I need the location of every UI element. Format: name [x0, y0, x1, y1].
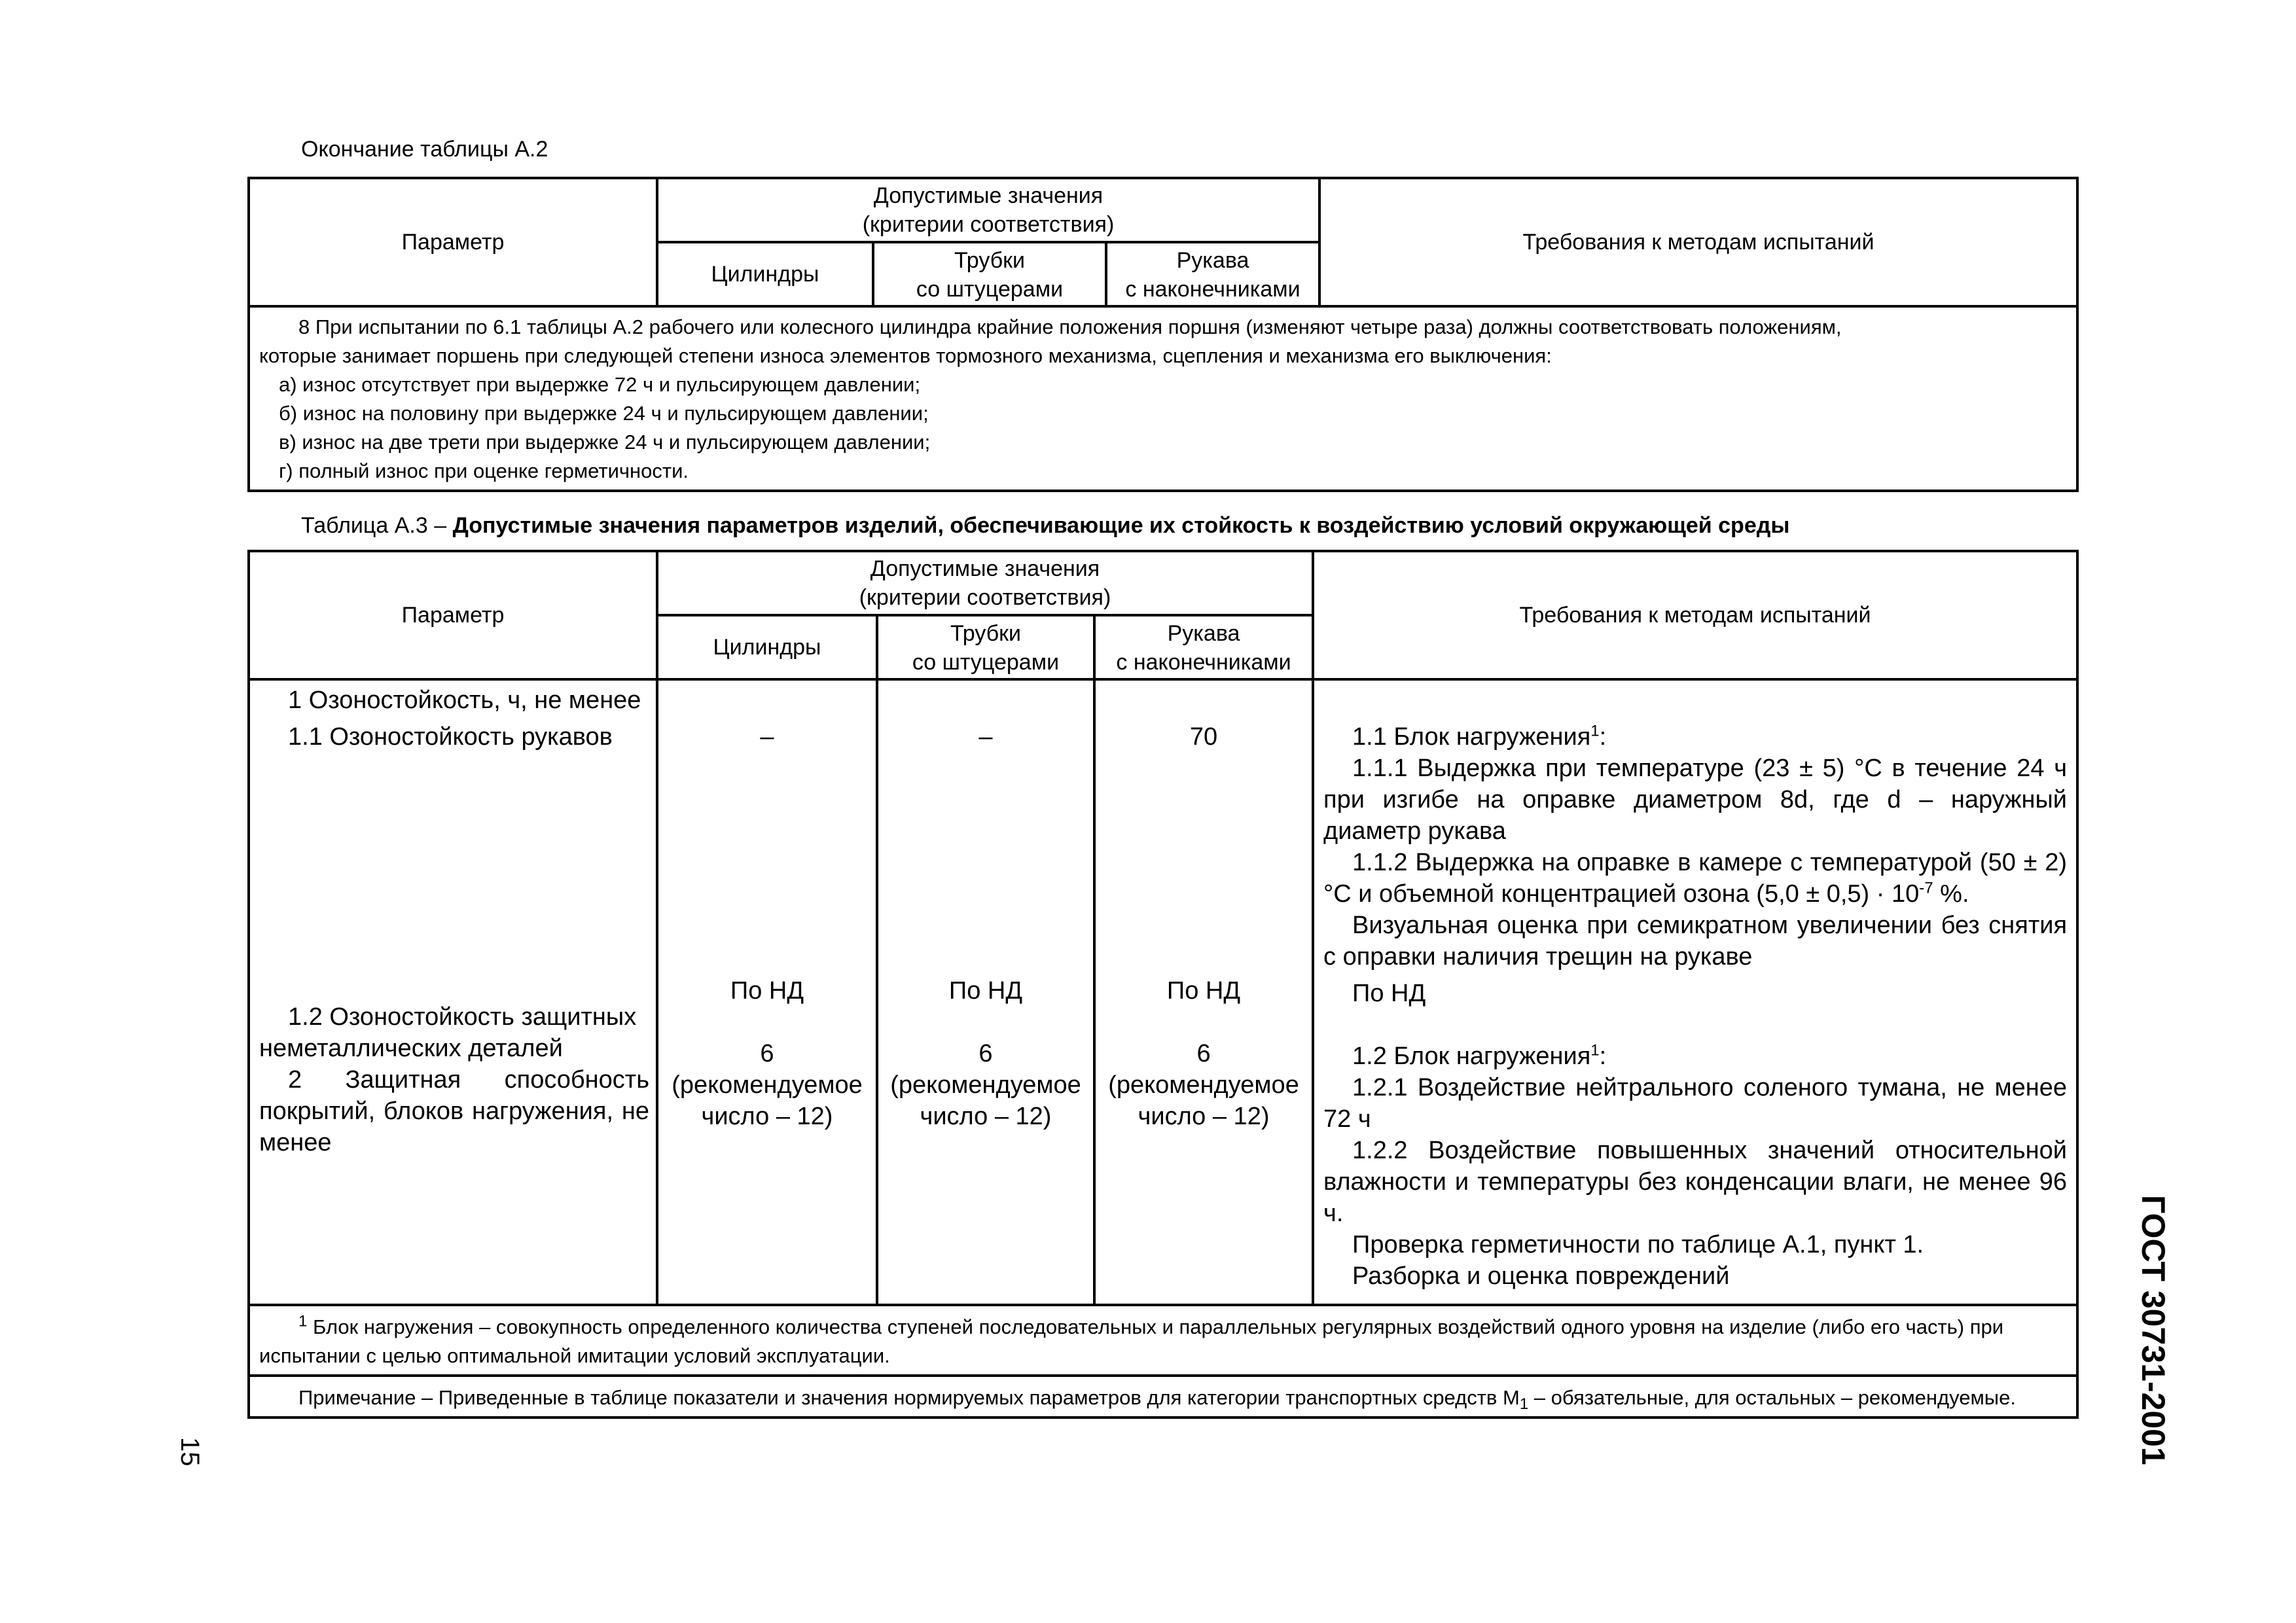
a3-cyl-2-rec-line2: число – 12): [701, 1103, 833, 1130]
a3-header-tubes-line2: со штуцерами: [912, 650, 1060, 675]
a2-header-allowed: [657, 178, 1319, 242]
a2-note-8-line1: 8 При испытании по 6.1 таблицы А.2 рабочего или колесного цилиндра крайние положения поршня (изменяют четыре раза) должны соответствовать положениям,: [298, 315, 1842, 338]
a2-header-cylinders: Цилиндры: [657, 242, 873, 306]
a3-header-hoses: [1094, 615, 1313, 679]
page-number: 15: [175, 1437, 204, 1467]
a3-req-1-1-2-unit: %.: [1933, 880, 1969, 908]
a3-footnote-text: [259, 1313, 2067, 1370]
a3-cyl-2: 6: [760, 1040, 774, 1067]
a3-tub-1-1: –: [978, 723, 993, 751]
a2-note-8-item-c: в) износ на две трети при выдержке 24 ч и пульсирующем давлении;: [279, 431, 931, 454]
a3-req-disassembly: Разборка и оценка повреждений: [1352, 1262, 1730, 1290]
a2-header-allowed-line1: Допустимые значения: [873, 183, 1103, 208]
a3-req-1-2-nd: По НД: [1352, 980, 1426, 1007]
a2-header-tubes-line1: Трубки: [954, 248, 1026, 273]
a3-tub-2-rec-line2: число – 12): [920, 1103, 1052, 1130]
table-a3-caption-title: Допустимые значения параметров изделий, обеспечивающие их стойкость к воздействию условий окружающей среды: [452, 513, 1790, 538]
a3-header-tubes-line1: Трубки: [950, 621, 1022, 646]
a3-hos-2: 6: [1196, 1040, 1211, 1067]
a3-hos-2-rec-line1: (рекомендуемое: [1108, 1071, 1299, 1099]
a2-header-tubes-line2: со штуцерами: [916, 277, 1064, 302]
a2-note-8-item-b: б) износ на половину при выдержке 24 ч и пульсирующем давлении;: [279, 402, 929, 425]
a3-req-1-1-title: 1.1 Блок нагружения$^1$:: [1352, 722, 1607, 751]
a3-req-1-2-2: 1.2.2 Воздействие повышенных значений относительной влажности и температуры без конденсации влаги, не менее 96 ч.: [1323, 1137, 2068, 1227]
a3-footnote-body: Блок нагружения – совокупность определенного количества ступеней последовательных и параллельных регулярных воздействий одного уровня на изделие (либо его часть) при испытании с целью оптимальной имитации условий эксплуатации.: [259, 1315, 2004, 1367]
a3-cyl-1-1: –: [760, 723, 774, 751]
a3-param-1-1: 1.1 Озоностойкость рукавов: [288, 723, 613, 751]
a3-tub-2-rec-line1: (рекомендуемое: [890, 1071, 1081, 1099]
a3-header-tubes: [877, 615, 1094, 679]
a2-header-requirements: Требования к методам испытаний: [1319, 178, 2077, 306]
a3-header-param: Параметр: [249, 551, 657, 679]
a3-remark-before: Примечание – Приведенные в таблице показатели и значения нормируемых параметров для категории транспортных средств М: [298, 1386, 1520, 1409]
a3-footnote: [249, 1305, 2077, 1376]
a3-hos-1-1: 70: [1189, 723, 1218, 751]
a3-cyl-2-rec-line1: (рекомендуемое: [672, 1071, 863, 1099]
a3-req-1-2-footnote-mark: 1: [1590, 1041, 1600, 1060]
a3-header-allowed: [657, 551, 1313, 615]
table-a3-caption-prefix: Таблица А.3 –: [301, 513, 453, 538]
a2-note-8-item-d: г) полный износ при оценке герметичности.: [279, 459, 689, 482]
standard-designation: ГОСТ 30731-2001: [2135, 1195, 2172, 1465]
a2-header-param: Параметр: [249, 178, 657, 306]
a3-tub-2: 6: [978, 1040, 993, 1067]
a3-req-visual: Визуальная оценка при семикратном увеличении без снятия с оправки наличия трещин на рукаве: [1323, 912, 2068, 971]
a3-header-hoses-line2: с наконечниками: [1116, 650, 1291, 675]
a3-remark-text: [259, 1383, 2067, 1412]
a2-header-allowed-line2: (критерии соответствия): [862, 212, 1115, 237]
a3-param-1-2: 1.2 Озоностойкость защитных неметаллических деталей: [259, 1003, 637, 1062]
a3-tubes-cell: [877, 679, 1094, 1305]
a3-remark: [249, 1376, 2077, 1418]
a3-param-2: 2 Защитная способность покрытий, блоков нагружения, не менее: [259, 1066, 649, 1156]
a2-note-8-item-a: а) износ отсутствует при выдержке 72 ч и пульсирующем давлении;: [279, 373, 921, 396]
a3-tub-1-2: По НД: [948, 977, 1023, 1005]
a2-note-8: [249, 306, 2077, 491]
a3-header-requirements: Требования к методам испытаний: [1313, 551, 2077, 679]
table-a2-end: [247, 177, 2079, 492]
a2-header-tubes: [873, 242, 1106, 306]
a3-header-cylinders: Цилиндры: [657, 615, 877, 679]
a3-hoses-cell: [1094, 679, 1313, 1305]
a3-hos-2-rec-line2: число – 12): [1138, 1103, 1270, 1130]
a3-requirements-cell: [1313, 679, 2077, 1305]
a3-header-allowed-line2: (критерии соответствия): [859, 585, 1111, 610]
a3-req-1-1-footnote-mark: 1: [1590, 722, 1600, 740]
a2-header-hoses-line2: с наконечниками: [1125, 277, 1300, 302]
a2-note-8-line2: которые занимает поршень при следующей степени износа элементов тормозного механизма, сцепления и механизма его выключения:: [259, 344, 1552, 367]
a3-cyl-1-2: По НД: [730, 977, 804, 1005]
a3-req-1-1-2-exp: -7: [1919, 879, 1933, 897]
table-a3: [247, 550, 2079, 1419]
a3-header-allowed-line1: Допустимые значения: [870, 556, 1100, 581]
a3-param-1: 1 Озоностойкость, ч, не менее: [288, 687, 641, 714]
a3-req-1-2-1: 1.2.1 Воздействие нейтрального соленого тумана, не менее 72 ч: [1323, 1074, 2068, 1133]
a2-header-hoses-line1: Рукава: [1176, 248, 1249, 273]
a3-param-cell: [249, 679, 657, 1305]
a3-remark-after: – обязательные, для остальных – рекомендуемые.: [1528, 1386, 2016, 1409]
a3-req-1-1-title-text: 1.1 Блок нагружения: [1352, 723, 1591, 751]
a3-hos-1-2: По НД: [1166, 977, 1241, 1005]
a3-req-1-1-2-text: 1.1.2 Выдержка на оправке в камере с температурой (50 ± 2) °С и объемной концентрацией озона (5,0 ± 0,5) · 10: [1323, 849, 2068, 908]
a3-footnote-mark: 1: [298, 1312, 308, 1330]
a3-remark-sub: 1: [1519, 1395, 1529, 1414]
a3-req-check: Проверка герметичности по таблице А.1, пункт 1.: [1352, 1231, 1924, 1258]
a2-header-hoses: [1106, 242, 1319, 306]
a3-req-1-1-2: [1323, 847, 2067, 910]
table-a3-caption: [301, 512, 1789, 539]
a3-req-1-2-title: 1.2 Блок нагружения$^1$:: [1352, 1041, 1607, 1070]
table-a2-caption: Окончание таблицы А.2: [301, 137, 548, 162]
a3-req-1-2-title-text: 1.2 Блок нагружения: [1352, 1043, 1591, 1070]
a3-header-hoses-line1: Рукава: [1167, 621, 1240, 646]
a3-req-1-1-1: 1.1.1 Выдержка при температуре (23 ± 5) °С в течение 24 ч при изгибе на оправке диаметром 8d, где d – наружный диаметр рукава: [1323, 755, 2068, 845]
a3-cylinders-cell: [657, 679, 877, 1305]
